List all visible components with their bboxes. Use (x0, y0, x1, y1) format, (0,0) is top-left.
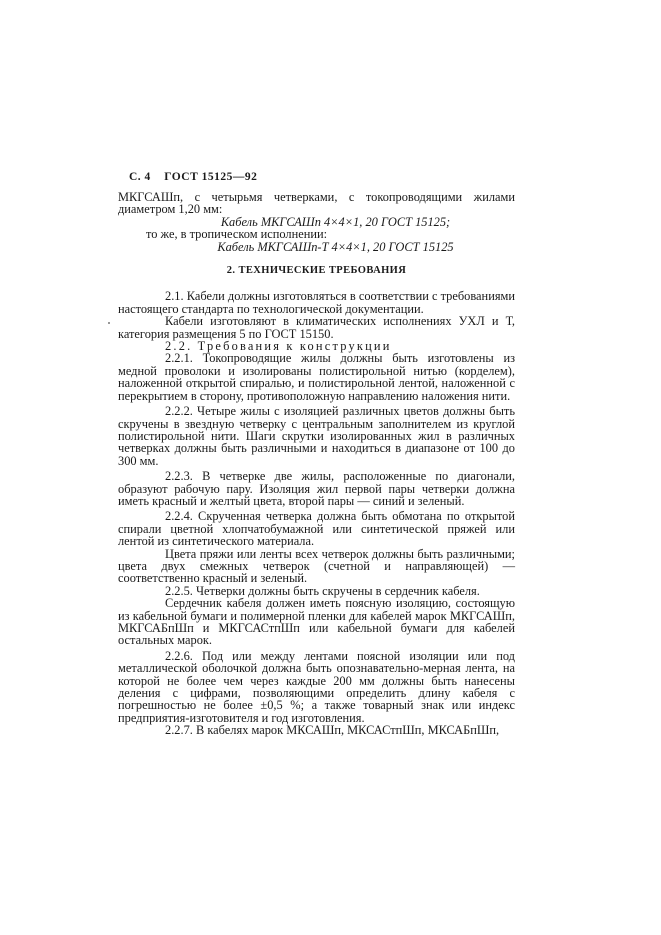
cable-designation-example-tropical: Кабель МКГСАШп-Т 4×4×1, 20 ГОСТ 15125 (217, 239, 454, 254)
paragraph-2-2-4: 2.2.4. Скрученная четверка должна быть обмотана по открытой спирали цветной хлопчатобумажной или синтетической пряжей или лентой из синтетического материала. (118, 509, 515, 549)
intro-line: МКГСАШп, с четырьмя четверками, с токопроводящими жилами диаметром 1,20 мм: (118, 190, 515, 217)
cable-designation-example: Кабель МКГСАШп 4×4×1, 20 ГОСТ 15125; (220, 214, 451, 229)
standard-number: ГОСТ 15125—92 (164, 171, 258, 183)
section-title: 2. ТЕХНИЧЕСКИЕ ТРЕБОВАНИЯ (226, 265, 407, 277)
paragraph-2-1-climate: Кабели изготовляют в климатических исполнениях УХЛ и Т, категория размещения 5 по ГОСТ 15150. (118, 314, 515, 341)
tropical-note: то же, в тропическом исполнении: (146, 227, 328, 242)
scan-speck (108, 322, 110, 324)
paragraph-2-2-4-colors: Цвета пряжи или ленты всех четверок должны быть различными; цвета двух смежных четверок (счетной и направляющей) — соответственно красный и зеленый. (118, 546, 515, 586)
page-number: С. 4 (129, 171, 151, 183)
paragraph-2-2-3: 2.2.3. В четверке две жилы, расположенные по диагонали, образуют рабочую пару. Изоляция жил первой пары четверки должна иметь красный и желтый цвета, второй пары — синий и зеленый. (118, 469, 515, 508)
paragraph-2-2-1: 2.2.1. Токопроводящие жилы должны быть изготовлены из медной проволоки и изолированы полистирольной нитью (корделем), наложенной открытой спиралью, и полистирольной лентой, наложенной с перекрытием в сторону, противоположную направлению наложения нити. (118, 351, 515, 403)
subsection-title: 2.2. Требования к конструкции (165, 339, 392, 354)
paragraph-2-2-7: 2.2.7. В кабелях марок МКСАШп, МКСАСтпШп, МКСАБпШп, (165, 723, 500, 738)
paragraph-2-2-5-core: Сердечник кабеля должен иметь поясную изоляцию, состоящую из кабельной бумаги и полимерной пленки для кабелей марок МКГСАШп, МКГСАБпШп и МКГСАСтпШп или кабельной бумаги для кабелей остальных марок. (118, 596, 515, 648)
paragraph-2-2-2: 2.2.2. Четыре жилы с изоляцией различных цветов должны быть скручены в звездную четверку с центральным заполнителем из круглой полистирольной нити. Шаги скрутки изолированных жил в различных четверках должны быть различными и находиться в диапазоне от 100 до 300 мм. (118, 404, 515, 468)
paragraph-2-1: 2.1. Кабели должны изготовляться в соответствии с требованиями настоящего стандарта по технологической документации. (118, 289, 515, 316)
paragraph-2-2-5: 2.2.5. Четверки должны быть скручены в сердечник кабеля. (165, 583, 480, 598)
paragraph-2-2-6: 2.2.6. Под или между лентами поясной изоляции или под металлической оболочкой должна быть опознавательно-мерная лента, на которой не более чем через каждые 200 мм должны быть нанесены деления с цифрами, позволяющими определить длину кабеля с погрешностью не более ±0,5 %; а также товарный знак или индекс предприятия-изготовителя и год изготовления. (118, 648, 515, 725)
document-body (118, 191, 515, 737)
page-header (129, 171, 267, 183)
